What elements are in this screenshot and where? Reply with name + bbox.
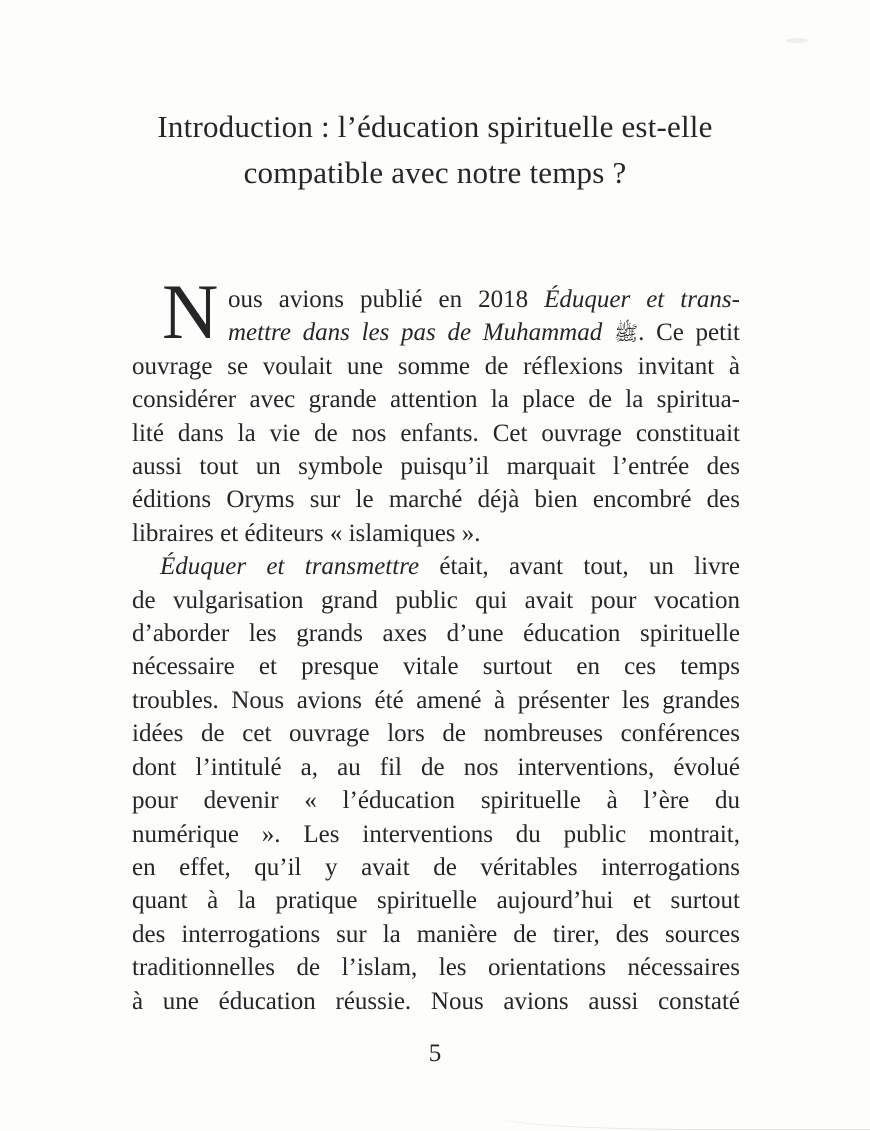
text-line <box>132 383 740 416</box>
text-line <box>132 316 740 349</box>
text-segment: numérique ». Les interventions du public montrait, <box>132 820 740 848</box>
text-line <box>132 483 740 516</box>
text-line <box>132 818 740 851</box>
text-segment: de vulgarisation grand public qui avait pour vocation <box>132 586 740 614</box>
text-line <box>132 584 740 617</box>
italic-text-segment: Éduquer et transmettre <box>160 553 420 581</box>
text-segment: lité dans la vie de nos enfants. Cet ouvrage constituait <box>132 419 740 447</box>
text-segment: à une éducation réussie. Nous avions aussi constaté <box>132 987 740 1015</box>
text-line <box>132 283 740 316</box>
page-edge-curve-artifact <box>500 1117 870 1130</box>
text-segment: d’aborder les grands axes d’une éducation spirituelle <box>132 620 740 648</box>
text-line <box>132 450 740 483</box>
text-segment: ous avions publié en 2018 <box>228 286 545 313</box>
text-line <box>132 517 740 550</box>
text-line <box>132 951 740 984</box>
text-segment: quant à la pratique spirituelle aujourd’hui et surtout <box>132 887 740 915</box>
text-line <box>132 550 740 583</box>
text-line <box>132 650 740 683</box>
text-line <box>132 751 740 784</box>
text-segment: était, avant tout, un livre <box>419 553 740 581</box>
text-line <box>132 717 740 750</box>
text-segment: idées de cet ouvrage lors de nombreuses conférences <box>132 720 740 748</box>
text-segment: aussi tout un symbole puisqu’il marquait l’entrée des <box>132 453 740 481</box>
muhammad-honorific-symbol: ﷺ <box>613 321 639 346</box>
text-line <box>132 784 740 817</box>
text-segment: considérer avec grande attention la place de la spiritua- <box>132 386 740 414</box>
text-segment: des interrogations sur la manière de tirer, des sources <box>132 920 740 948</box>
text-line <box>132 985 740 1018</box>
drop-cap-letter: N <box>162 268 219 355</box>
text-segment: dont l’intitulé a, au fil de nos interventions, évolué <box>132 753 740 781</box>
text-line <box>132 350 740 383</box>
text-segment: traditionnelles de l’islam, les orientations nécessaires <box>132 954 740 982</box>
chapter-title-line-2: compatible avec notre temps ? <box>243 155 627 190</box>
text-line <box>132 417 740 450</box>
page-number: 5 <box>428 1040 442 1067</box>
text-line <box>132 918 740 951</box>
text-segment: éditions Oryms sur le marché déjà bien encombré des <box>132 486 740 514</box>
text-line <box>132 884 740 917</box>
text-segment: nécessaire et presque vitale surtout en ces temps <box>132 653 740 681</box>
body-text <box>132 268 740 1018</box>
text-line <box>132 851 740 884</box>
text-segment: ouvrage se voulait une somme de réflexions invitant à <box>132 352 740 380</box>
text-segment: pour devenir « l’éducation spirituelle à l’ère du <box>132 787 740 815</box>
text-segment: en effet, qu’il y avait de véritables interrogations <box>132 853 740 881</box>
italic-text-segment: Éduquer et trans- <box>544 286 740 313</box>
scan-smudge-artifact <box>786 38 808 43</box>
chapter-title-line-1: Introduction : l’éducation spirituelle est-elle <box>157 109 713 144</box>
text-segment: . Ce petit <box>638 319 740 347</box>
text-line <box>132 617 740 650</box>
text-segment: troubles. Nous avions été amené à présenter les grandes <box>132 686 740 714</box>
text-line <box>132 684 740 717</box>
italic-text-segment: mettre dans les pas de Muhammad <box>228 319 614 347</box>
chapter-title <box>0 104 870 196</box>
text-segment: libraires et éditeurs « islamiques ». <box>132 519 481 547</box>
